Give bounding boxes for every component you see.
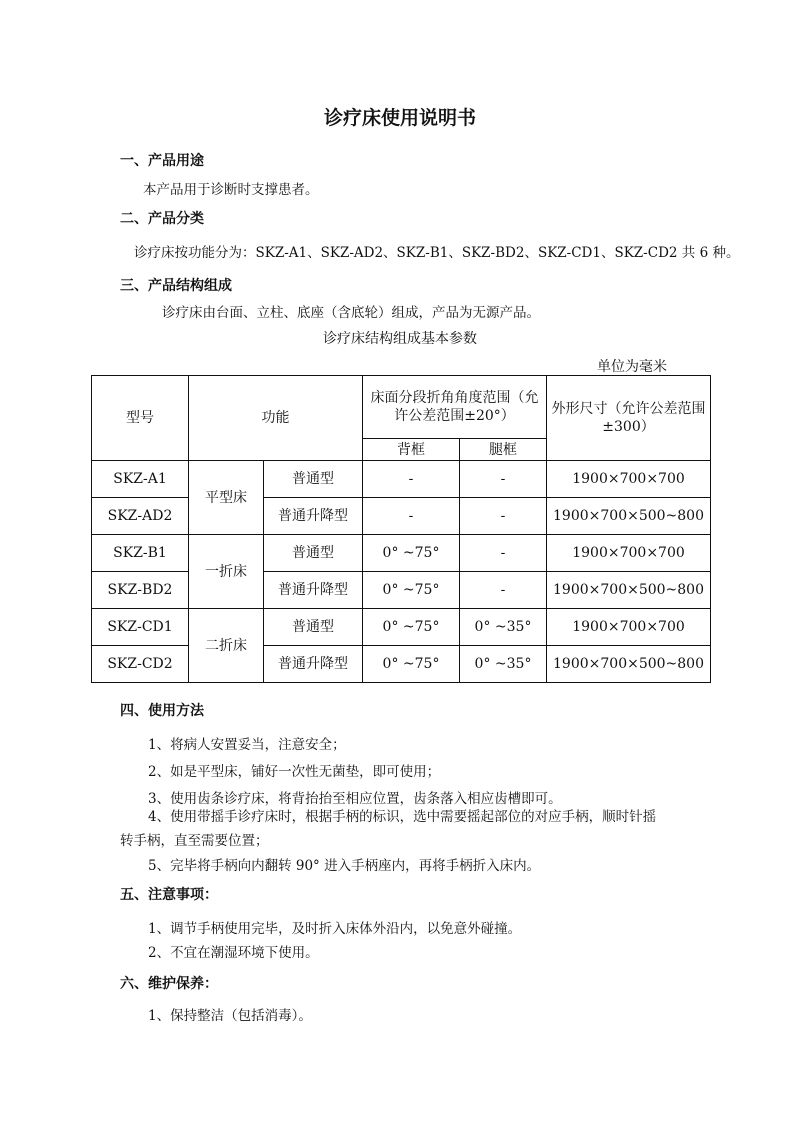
cell-model: SKZ-AD2 bbox=[92, 498, 189, 535]
cell-size: 1900×700×700 bbox=[547, 535, 711, 572]
cell-leg-angle: - bbox=[460, 535, 547, 572]
section-4-item: 5、完毕将手柄向内翻转 90° 进入手柄座内，再将手柄折入床内。 bbox=[148, 858, 541, 874]
table-unit: 单位为毫米 bbox=[597, 359, 667, 375]
section-6-heading: 六、维护保养： bbox=[120, 976, 218, 992]
section-4-heading: 四、使用方法 bbox=[120, 703, 204, 719]
cell-back-angle: - bbox=[363, 461, 460, 498]
header-model: 型号 bbox=[92, 376, 189, 461]
cell-back-angle: 0° ~75° bbox=[363, 572, 460, 609]
cell-back-angle: 0° ~75° bbox=[363, 609, 460, 646]
section-3-heading: 三、产品结构组成 bbox=[120, 278, 232, 294]
cell-group: 平型床 bbox=[189, 461, 264, 535]
parameter-table bbox=[91, 375, 711, 683]
cell-model: SKZ-BD2 bbox=[92, 572, 189, 609]
cell-leg-angle: 0° ~35° bbox=[460, 609, 547, 646]
cell-back-angle: 0° ~75° bbox=[363, 535, 460, 572]
cell-back-angle: 0° ~75° bbox=[363, 646, 460, 683]
cell-size: 1900×700×500~800 bbox=[547, 572, 711, 609]
section-4-item: 3、使用齿条诊疗床，将背抬抬至相应位置，齿条落入相应齿槽即可。 bbox=[148, 791, 562, 807]
section-4-item: 4、使用带摇手诊疗床时，根据手柄的标识，选中需要摇起部位的对应手柄，顺时针摇 bbox=[148, 809, 657, 825]
section-1-text: 本产品用于诊断时支撑患者。 bbox=[143, 182, 319, 198]
table-caption: 诊疗床结构组成基本参数 bbox=[323, 331, 477, 347]
cell-model: SKZ-CD2 bbox=[92, 646, 189, 683]
section-5-heading: 五、注意事项： bbox=[120, 887, 218, 903]
cell-type: 普通升降型 bbox=[264, 498, 363, 535]
header-angle-range: 床面分段折角角度范围（允许公差范围±20°） bbox=[363, 376, 547, 439]
cell-group: 二折床 bbox=[189, 609, 264, 683]
cell-size: 1900×700×500~800 bbox=[547, 646, 711, 683]
section-4-item: 2、如是平型床，铺好一次性无菌垫，即可使用； bbox=[148, 764, 441, 780]
header-function: 功能 bbox=[189, 376, 363, 461]
cell-back-angle: - bbox=[363, 498, 460, 535]
cell-model: SKZ-B1 bbox=[92, 535, 189, 572]
page-title: 诊疗床使用说明书 bbox=[323, 107, 476, 129]
cell-type: 普通型 bbox=[264, 461, 363, 498]
cell-model: SKZ-A1 bbox=[92, 461, 189, 498]
section-1-heading: 一、产品用途 bbox=[120, 153, 204, 169]
section-6-item: 1、保持整洁（包括消毒）。 bbox=[148, 1008, 312, 1024]
cell-leg-angle: - bbox=[460, 498, 547, 535]
cell-leg-angle: - bbox=[460, 572, 547, 609]
section-4-item-cont: 转手柄，直至需要位置； bbox=[120, 833, 269, 849]
cell-size: 1900×700×700 bbox=[547, 609, 711, 646]
header-back-frame: 背框 bbox=[363, 439, 460, 461]
header-leg-frame: 腿框 bbox=[460, 439, 547, 461]
cell-size: 1900×700×700 bbox=[547, 461, 711, 498]
cell-type: 普通型 bbox=[264, 535, 363, 572]
cell-type: 普通型 bbox=[264, 609, 363, 646]
section-3-text: 诊疗床由台面、立柱、底座（含底轮）组成，产品为无源产品。 bbox=[162, 305, 540, 321]
header-dimensions: 外形尺寸（允许公差范围±300） bbox=[547, 376, 711, 461]
section-2-heading: 二、产品分类 bbox=[120, 211, 204, 227]
cell-group: 一折床 bbox=[189, 535, 264, 609]
cell-size: 1900×700×500~800 bbox=[547, 498, 711, 535]
section-5-item: 1、调节手柄使用完毕，及时折入床体外沿内，以免意外碰撞。 bbox=[148, 921, 522, 937]
cell-type: 普通升降型 bbox=[264, 646, 363, 683]
cell-leg-angle: 0° ~35° bbox=[460, 646, 547, 683]
cell-type: 普通升降型 bbox=[264, 572, 363, 609]
section-4-item: 1、将病人安置妥当，注意安全； bbox=[148, 737, 346, 753]
cell-leg-angle: - bbox=[460, 461, 547, 498]
section-2-text: 诊疗床按功能分为：SKZ-A1、SKZ-AD2、SKZ-B1、SKZ-BD2、SKZ-CD1、SKZ-CD2 共 6 种。 bbox=[134, 245, 740, 261]
section-5-item: 2、不宜在潮湿环境下使用。 bbox=[148, 945, 319, 961]
cell-model: SKZ-CD1 bbox=[92, 609, 189, 646]
